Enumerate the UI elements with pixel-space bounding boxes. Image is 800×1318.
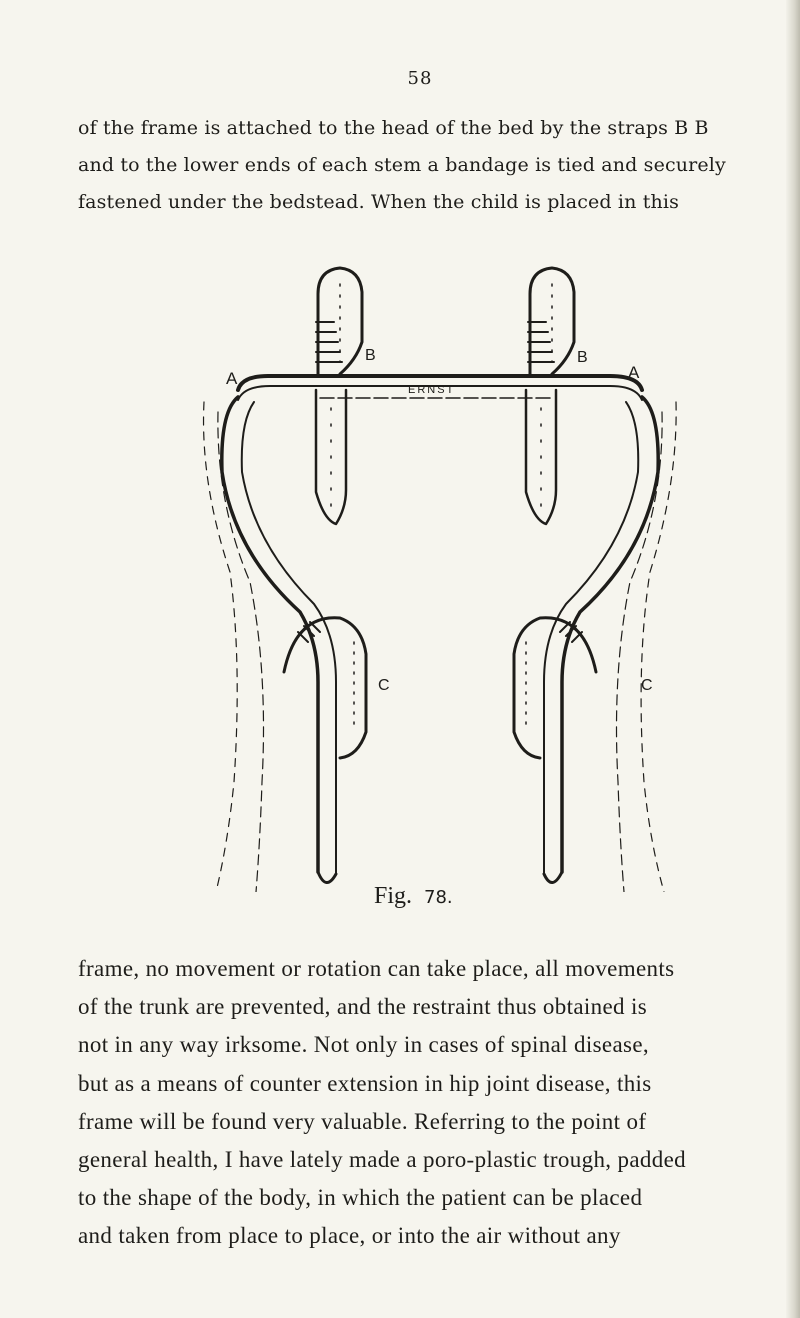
left-hanging-strap	[316, 390, 346, 524]
right-hanging-strap	[526, 390, 556, 524]
caption-prefix: Fig.	[374, 883, 413, 909]
label-b-left: B	[365, 347, 376, 364]
figure-caption	[374, 883, 453, 910]
label-a-left: A	[226, 369, 238, 388]
label-c-right: C	[641, 677, 653, 694]
right-stem	[544, 397, 676, 892]
label-b-right: B	[577, 349, 588, 366]
paragraph-line: and to the lower ends of each stem a bandage is tied and securely	[78, 154, 726, 176]
paragraph-line: frame will be found very valuable. Referring to the point of	[78, 1108, 647, 1134]
maker-mark: ERNST	[408, 384, 456, 396]
right-strap-b	[528, 268, 574, 374]
paragraph-line: but as a means of counter extension in hip joint disease, this	[78, 1070, 652, 1096]
page-number: 58	[407, 68, 433, 89]
paragraph-line: of the frame is attached to the head of the bed by the straps B B	[78, 117, 709, 139]
paragraph-line: frame, no movement or rotation can take place, all movements	[78, 956, 675, 981]
paragraph-line: fastened under the bedstead. When the child is placed in this	[78, 191, 679, 213]
paragraph-line: to the shape of the body, in which the patient can be placed	[78, 1185, 643, 1211]
paragraph-line: and taken from place to place, or into the air without any	[78, 1223, 621, 1249]
paragraph-line: general health, I have lately made a poro-plastic trough, padded	[78, 1147, 687, 1173]
paragraph-line: of the trunk are prevented, and the restraint thus obtained is	[78, 994, 648, 1020]
paragraph-line: not in any way irksome. Not only in cases of spinal disease,	[78, 1032, 649, 1058]
page-edge	[786, 0, 800, 1318]
left-hip-strap-c	[284, 618, 366, 758]
spinal-frame-illustration	[190, 262, 680, 892]
label-a-right: A	[628, 363, 640, 382]
left-strap-b	[316, 268, 362, 374]
label-c-left: C	[378, 677, 390, 694]
right-hip-strap-c	[514, 618, 596, 758]
bottom-paragraph	[78, 950, 778, 1256]
caption-number: 78.	[424, 887, 453, 908]
top-paragraph	[78, 110, 778, 221]
